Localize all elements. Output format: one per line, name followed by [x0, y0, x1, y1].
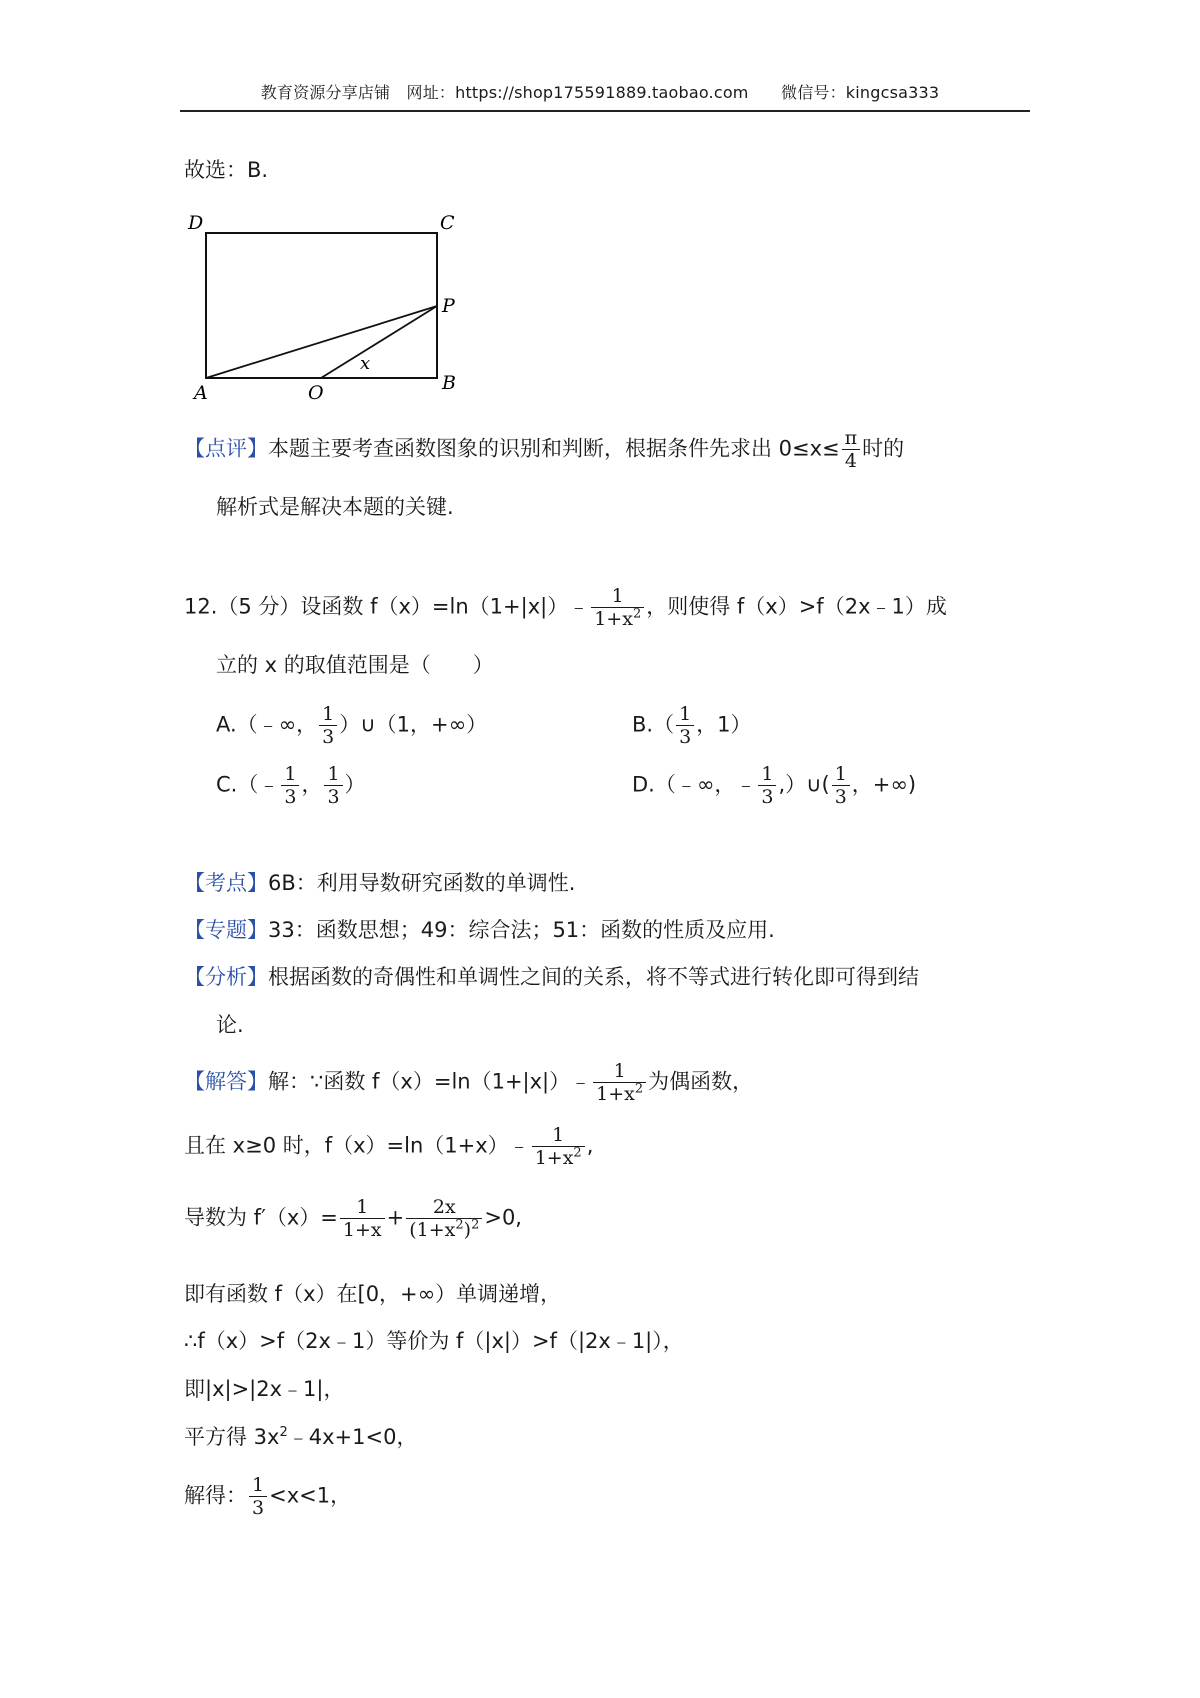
option-d-fraction-2: $\frac{1}{3}$ [832, 763, 850, 808]
comment-text: 本题主要考查函数图象的识别和判断，根据条件先求出 0≤x≤ [268, 436, 840, 461]
solution-line-7: 平方得 $3x^2﹣4x+1<0$， [184, 1425, 418, 1449]
previous-answer: 故选：B. [184, 158, 269, 182]
jieda-line-1: 【解答】解：∵函数 f（x）=ln（1+|x|）﹣ $\frac{1}{1+x^2}$ 为偶函数， [184, 1060, 754, 1105]
header-divider [180, 110, 1030, 112]
solution-line-6: 即|x|>|2x﹣1|， [184, 1377, 345, 1401]
derivative-fraction-1: $\frac{1}{1+x}$ [340, 1196, 385, 1241]
label-o: O [308, 382, 324, 404]
zhuanti-tag: 【专题】 [184, 918, 268, 942]
page-header: 教育资源分享店铺 网址：https://shop175591889.taobao.com 微信号：kingcsa333 [260, 83, 940, 102]
zhuanti-line: 【专题】33：函数思想；49：综合法；51：函数的性质及应用. [184, 918, 775, 942]
option-c[interactable]: C.（﹣ $\frac{1}{3}$ ， $\frac{1}{3}$ ） [216, 763, 366, 808]
comment-text-end: 时的 [862, 436, 905, 461]
rectangle-figure [180, 205, 470, 405]
question-suffix: ，则使得 f（x）>f（2x﹣1）成 [646, 594, 947, 619]
label-a: A [194, 382, 208, 404]
rectangle-abcd [206, 233, 437, 378]
solution-line-3: 导数为 f′（x）= $\frac{1}{1+x}$ + $\frac{2x}{(1+x^2)^2}$ >0, [184, 1196, 522, 1241]
jieda-tag: 【解答】 [184, 1069, 268, 1094]
comment-tag: 【点评】 [184, 436, 268, 461]
option-c-fraction-1: $\frac{1}{3}$ [281, 763, 299, 808]
comment-fraction [842, 427, 861, 472]
solution-line-2: 且在 x≥0 时，f（x）=ln（1+x）﹣ $\frac{1}{1+x^2}$ , [184, 1124, 594, 1169]
option-c-fraction-2: $\frac{1}{3}$ [324, 763, 342, 808]
solution-line-2-fraction: $\frac{1}{1+x^2}$ [532, 1124, 585, 1169]
question-line-1 [184, 585, 947, 630]
solution-line-8-fraction: $\frac{1}{3}$ [249, 1474, 267, 1519]
option-b[interactable]: B.（ $\frac{1}{3}$ ，1） [632, 703, 752, 748]
option-d-fraction-1: $\frac{1}{3}$ [758, 763, 776, 808]
option-d[interactable]: D.（﹣∞，﹣ $\frac{1}{3}$ ,）∪( $\frac{1}{3}$ ，+∞) [632, 763, 917, 808]
question-fraction [591, 585, 644, 630]
kaodian-line: 【考点】6B：利用导数研究函数的单调性. [184, 871, 576, 895]
kaodian-tag: 【考点】 [184, 871, 268, 895]
solution-line-8: 解得： $\frac{1}{3}$ <x<1， [184, 1474, 352, 1519]
segment-op [321, 306, 437, 378]
derivative-fraction-2: $\frac{2x}{(1+x^2)^2}$ [406, 1196, 482, 1241]
jieda-fraction: $\frac{1}{1+x^2}$ [593, 1060, 646, 1105]
option-a[interactable]: A.（﹣∞， $\frac{1}{3}$ ）∪（1，+∞） [216, 703, 488, 748]
fraction-numerator: π [842, 427, 861, 450]
label-p: P [442, 295, 455, 317]
fenxi-line-2: 论. [216, 1013, 244, 1037]
label-c: C [440, 212, 455, 234]
fraction-denominator: 4 [844, 450, 857, 472]
solution-line-4: 即有函数 f（x）在[0，+∞）单调递增， [184, 1282, 562, 1306]
question-line-2: 立的 x 的取值范围是（ ） [216, 653, 494, 677]
label-x: x [360, 353, 371, 374]
segment-ap [206, 306, 437, 378]
option-b-fraction: $\frac{1}{3}$ [676, 703, 694, 748]
comment-line-2: 解析式是解决本题的关键. [216, 495, 454, 519]
fraction-denominator: $1+x^2$ [594, 606, 642, 630]
fraction-numerator: 1 [591, 585, 644, 608]
comment-line-1 [184, 427, 904, 472]
fenxi-line-1: 【分析】根据函数的奇偶性和单调性之间的关系，将不等式进行转化即可得到结 [184, 965, 919, 989]
option-a-fraction: $\frac{1}{3}$ [319, 703, 337, 748]
question-prefix: 12.（5 分）设函数 f（x）=ln（1+|x|）﹣ [184, 594, 590, 619]
fenxi-tag: 【分析】 [184, 965, 268, 989]
solution-line-5: ∴f（x）>f（2x﹣1）等价为 f（|x|）>f（|2x﹣1|）， [184, 1329, 684, 1353]
label-b: B [442, 372, 456, 394]
label-d: D [188, 212, 204, 234]
